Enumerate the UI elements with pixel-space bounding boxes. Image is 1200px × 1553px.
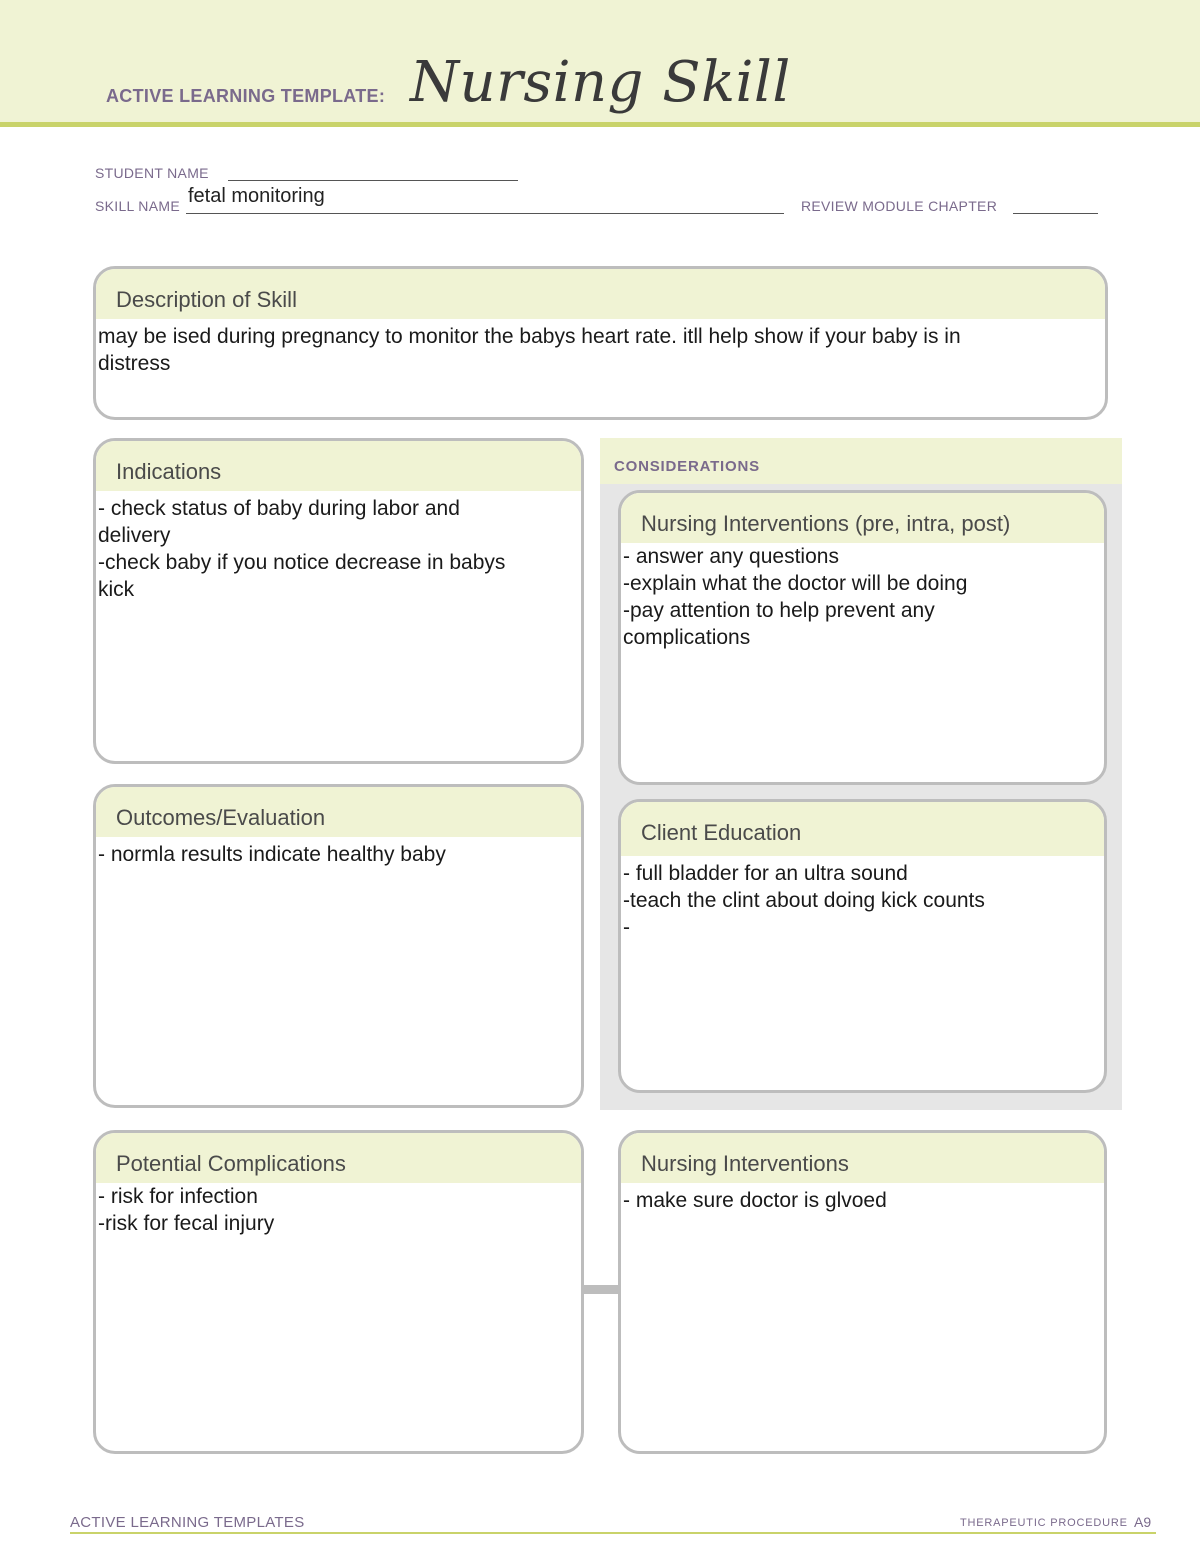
- nursing-interventions-pip-title: Nursing Interventions (pre, intra, post): [621, 493, 1104, 543]
- indications-line: - check status of baby during labor and: [98, 497, 460, 520]
- nursing-interventions-line: - make sure doctor is glvoed: [623, 1189, 887, 1212]
- skill-name-field[interactable]: fetal monitoring: [188, 185, 325, 207]
- indications-title: Indications: [96, 441, 581, 491]
- nursing-interventions-pip-line: -explain what the doctor will be doing: [623, 572, 968, 595]
- complications-text[interactable]: [96, 1183, 581, 1237]
- indications-box: [93, 438, 584, 764]
- outcomes-text[interactable]: [96, 837, 581, 868]
- considerations-label: CONSIDERATIONS: [614, 458, 760, 475]
- indications-line: -check baby if you notice decrease in babys: [98, 551, 506, 574]
- skill-name-label: SKILL NAME: [95, 198, 180, 214]
- client-education-box: [618, 799, 1107, 1093]
- outcomes-box: [93, 784, 584, 1108]
- nursing-interventions-text[interactable]: [621, 1183, 1104, 1214]
- indications-line: delivery: [98, 524, 171, 547]
- nursing-interventions-pip-line: -pay attention to help prevent any: [623, 599, 935, 622]
- client-education-title: Client Education: [621, 802, 1104, 856]
- nursing-interventions-pip-line: complications: [623, 626, 751, 649]
- nursing-interventions-box: [618, 1130, 1107, 1454]
- outcomes-title: Outcomes/Evaluation: [96, 787, 581, 837]
- complications-title: Potential Complications: [96, 1133, 581, 1183]
- footer-rule: [70, 1532, 1156, 1534]
- page-number: A9: [1134, 1514, 1152, 1530]
- client-education-line: -: [623, 916, 630, 939]
- description-line: may be ised during pregnancy to monitor the babys heart rate. itll help show if your baby is in: [98, 325, 961, 348]
- complications-line: - risk for infection: [98, 1185, 258, 1208]
- student-name-label: STUDENT NAME: [95, 165, 209, 181]
- template-title: Nursing Skill: [410, 50, 791, 115]
- footer-left: ACTIVE LEARNING TEMPLATES: [70, 1514, 305, 1531]
- complications-box: [93, 1130, 584, 1454]
- template-label: ACTIVE LEARNING TEMPLATE:: [106, 86, 386, 106]
- review-module-line: [1013, 213, 1098, 214]
- student-name-line: [228, 180, 518, 181]
- nursing-interventions-title: Nursing Interventions: [621, 1133, 1104, 1183]
- nursing-interventions-pip-box: [618, 490, 1107, 785]
- client-education-line: - full bladder for an ultra sound: [623, 862, 908, 885]
- client-education-text[interactable]: [621, 856, 1104, 941]
- header-rule: [0, 122, 1200, 127]
- connector-bar: [583, 1285, 621, 1294]
- indications-text[interactable]: [96, 491, 581, 603]
- review-module-label: REVIEW MODULE CHAPTER: [801, 198, 998, 214]
- description-line: distress: [98, 352, 171, 375]
- nursing-interventions-pip-text[interactable]: [621, 543, 1104, 651]
- description-text[interactable]: [96, 319, 1105, 377]
- outcomes-line: - normla results indicate healthy baby: [98, 843, 446, 866]
- description-title: Description of Skill: [96, 269, 1105, 319]
- client-education-line: -teach the clint about doing kick counts: [623, 889, 985, 912]
- footer-right: THERAPEUTIC PROCEDURE: [960, 1517, 1128, 1529]
- complications-line: -risk for fecal injury: [98, 1212, 275, 1235]
- nursing-interventions-pip-line: - answer any questions: [623, 545, 839, 568]
- skill-name-line: [186, 213, 784, 214]
- description-box: [93, 266, 1108, 420]
- indications-line: kick: [98, 578, 135, 601]
